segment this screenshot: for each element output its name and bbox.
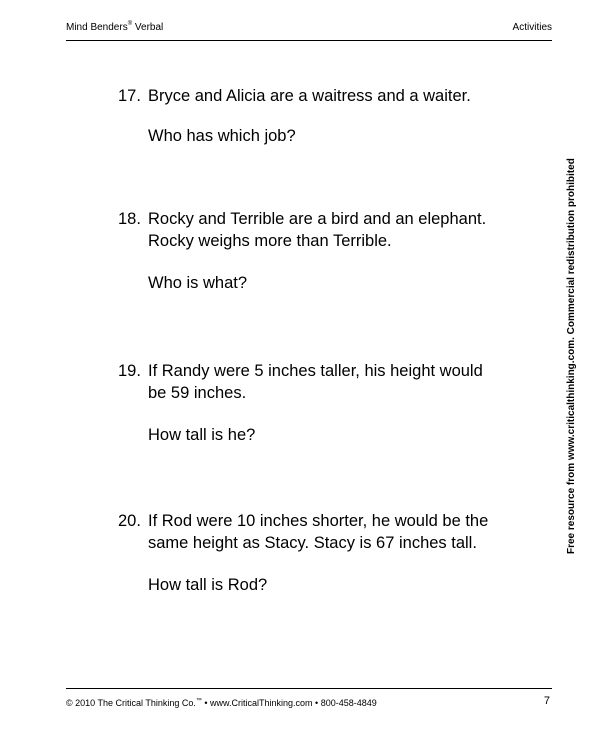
copyright-text: © 2010 The Critical Thinking Co. [66,698,196,708]
footer-copyright [66,698,377,708]
question-number: 17. [118,87,141,105]
question-text [148,85,471,107]
section-label: Activities [512,22,552,33]
question-line: Bryce and Alicia are a waitress and a waiter. [148,87,471,105]
trademark-mark: ™ [195,698,202,704]
question-line: If Randy were 5 inches taller, his height would [148,362,483,380]
question-number: 19. [118,362,141,380]
question-prompt: How tall is Rod? [148,576,268,594]
header-divider [66,40,552,41]
question-number: 20. [118,512,141,530]
question-prompt: Who has which job? [148,127,296,145]
question-text [148,208,486,252]
page-number: 7 [543,695,550,707]
redistribution-notice: Free resource from www.criticalthinking.com. Commercial redistribution prohibited [566,158,577,554]
question-line: Rocky weighs more than Terrible. [148,232,392,250]
question-text [148,510,488,554]
book-title-suffix: Verbal [132,22,164,33]
page-header [66,22,552,38]
book-title [66,22,163,33]
question-prompt: Who is what? [148,274,248,292]
registered-mark: ® [127,21,133,27]
question-line: same height as Stacy. Stacy is 67 inches tall. [148,534,477,552]
question-line: If Rod were 10 inches shorter, he would be the [148,512,489,530]
book-title-text: Mind Benders [66,22,128,33]
footer-divider [66,688,552,689]
question-number: 18. [118,210,141,228]
question-text [148,360,483,404]
contact-text: • www.CriticalThinking.com • 800-458-4849 [201,698,377,708]
question-line: be 59 inches. [148,384,247,402]
question-prompt: How tall is he? [148,426,256,444]
question-line: Rocky and Terrible are a bird and an elephant. [148,210,487,228]
